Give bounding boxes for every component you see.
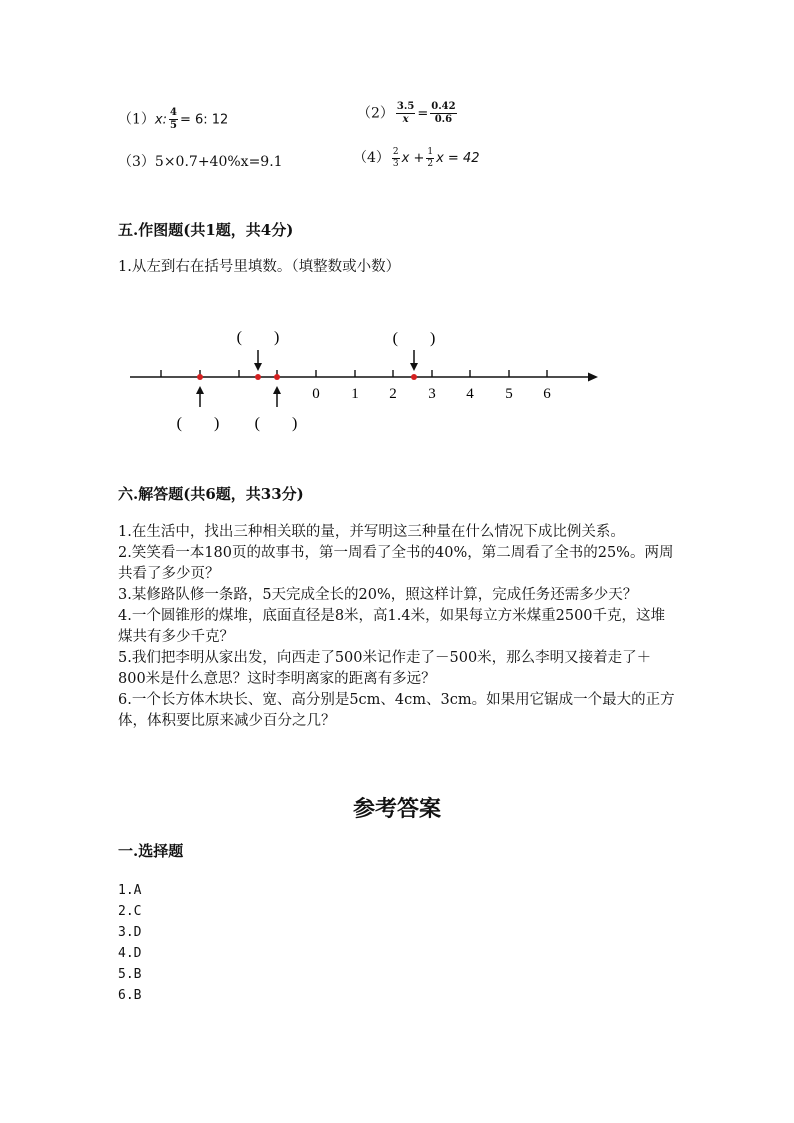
tick-label-1: 1 [351,386,359,402]
fraction-numerator: 2 [392,146,399,157]
arrow-down-2-head [410,363,418,371]
answer-item: 6.B [118,988,142,1003]
equation-1-pre: x: [154,112,167,128]
section-5-question-1: 1.从左到右在括号里填数。（填整数或小数） [118,259,401,275]
answer-item: 3.D [118,925,142,940]
fraction-numerator: 0.42 [431,101,456,112]
question-2: 2.笑笑看一本180页的故事书，第一周看了全书的40%，第二周看了全书的25%。两周共看了多少页？ [118,545,674,582]
answer-item: 1.A [118,883,142,898]
section-6-heading: 六.解答题(共6题，共33分) [118,485,304,503]
equation-4-number: （4） [353,150,390,166]
red-point [274,374,280,380]
arrow-down-1-head [254,363,262,371]
question-3: 3.某修路队修一条路，5天完成全长的20%，照这样计算，完成任务还需多少天？ [118,587,638,603]
arrow-up-2-head [273,386,281,394]
blank-paren-top-right: ( ) [392,330,436,347]
tick-label-5: 5 [505,386,513,402]
equals-sign: = [417,106,429,122]
equation-2-number: （2） [357,105,394,122]
red-point [197,374,203,380]
fraction-denominator: 3 [392,158,399,169]
fraction-numerator: 1 [427,146,434,157]
equation-1-number: （1） [118,111,155,128]
answer-list [118,880,141,1006]
number-line-arrowhead [588,373,598,382]
tick-label-6: 6 [543,386,551,402]
fraction-numerator: 3.5 [396,101,415,112]
fraction-denominator: x [402,114,409,125]
number-line-diagram [0,0,794,460]
fraction-denominator: 5 [170,120,177,131]
tick-label-4: 4 [466,386,474,402]
answers-title: 参考答案 [352,797,441,822]
red-point [255,374,261,380]
answer-item: 4.D [118,946,142,961]
tick-label-0: 0 [312,386,320,402]
equation-4-term-2: x = 42 [436,151,480,166]
tick-label-2: 2 [389,386,397,402]
section-6-questions [118,522,678,732]
answer-item: 5.B [118,967,142,982]
equation-1-post: = 6: 12 [179,112,229,128]
equation-3-text: 5×0.7+40%x=9.1 [154,154,283,170]
tick-label-3: 3 [428,386,436,402]
equation-3-number: （3） [118,154,155,170]
answer-item: 2.C [118,904,142,919]
blank-paren-bottom-left: ( ) [176,415,220,432]
equation-4-term-1: x + [401,151,425,166]
blank-paren-top-left: ( ) [236,329,280,346]
answers-heading: 一.选择题 [118,842,184,860]
question-1: 1.在生活中，找出三种相关联的量，并写明这三种量在什么情况下成比例关系。 [118,524,625,540]
fraction-numerator: 4 [170,107,177,118]
red-point [411,374,417,380]
blank-paren-bottom-right: ( ) [254,415,298,432]
question-5: 5.我们把李明从家出发，向西走了500米记作走了－500米，那么李明又接着走了＋800米是什么意思？这时李明离家的距离有多远？ [118,650,652,687]
arrow-up-1-head [196,386,204,394]
section-5-heading: 五.作图题(共1题，共4分) [118,221,294,239]
fraction-denominator: 2 [427,158,434,169]
question-6: 6.一个长方体木块长、宽、高分别是5cm、4cm、3cm。如果用它锯成一个最大的正方体，体积要比原来减少百分之几？ [118,692,675,729]
fraction-denominator: 0.6 [434,114,453,125]
question-4: 4.一个圆锥形的煤堆，底面直径是8米，高1.4米，如果每立方米煤重2500千克，这堆煤共有多少千克？ [118,608,666,645]
